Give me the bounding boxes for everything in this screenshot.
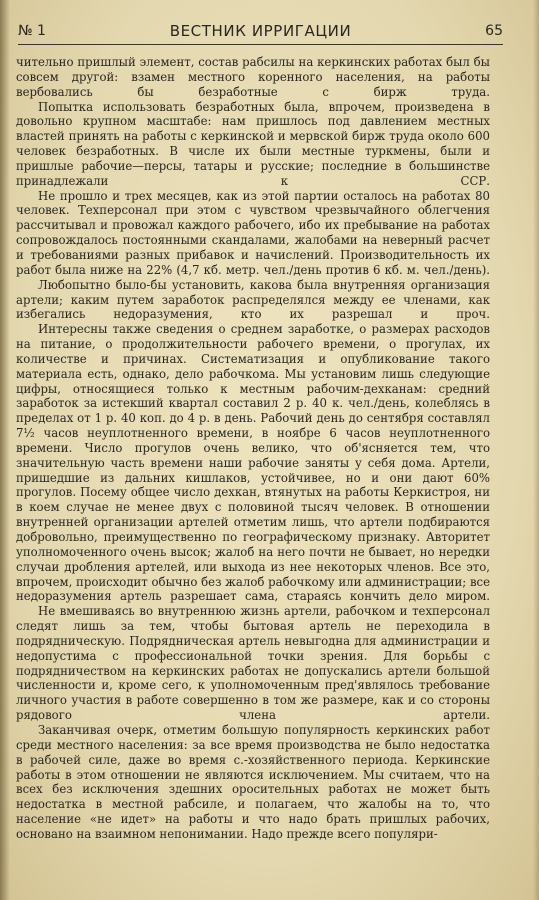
journal-title: ВЕСТНИК ИРРИГАЦИИ: [169, 22, 352, 40]
paragraph-5: Интересны также сведения о среднем заработке, о размерах расходов на питание, о продолжительности рабочего времени, о прогулах, их количестве и причинах. Систематизация и опубликование такого материала есть, однако, дело рабочкома. Мы установим лишь следующие цифры, относящиеся только к местным рабочим-дехканам: средний заработок за истекший квартал составил 2 р. 40 к. чел./день, колеблясь в пределах от 1 р. 40 коп. до 4 р. в день. Рабочий день до сентября составлял 7½ часов неуплотненного времени, в ноябре 6 часов неуплотненного времени. Число прогулов очень велико, что об'ясняется тем, что значительную часть времени наши рабочие заняты у себя дома. Артели, пришедшие из дальних кишлаков, устойчивее, но и они дают 60% прогулов. Посему общее число дехкан, втянутых на работы Керкистроя, ни в коем случае не менее двух с половиной тысяч человек. В отношении внутренней организации артелей отметим лишь, что артели подбираются добровольно, преимущественно по географическому признаку. Авторитет уполномоченного очень высок; жалоб на него почти не бывает, но нередки случаи дробления артелей, или выхода из нее некоторых членов. Все это, впрочем, происходит обычно без жалоб рабочкому или администрации; все недоразумения артель разрешает сама, стараясь кончить дело миром.: [16, 322, 490, 604]
body-text: [16, 55, 490, 842]
paragraph-1: чительно пришлый элемент, состав рабсилы на керкинских работах был бы совсем другой: взамен местного коренного населения, на работы вербовались бы безработные с бирж труда.: [16, 55, 490, 99]
running-header: [18, 22, 503, 45]
paragraph-6: Не вмешиваясь во внутреннюю жизнь артели, рабочком и техперсонал следят лишь за тем, чтобы бытовая артель не переходила в подрядническую. Подрядническая артель невыгодна для администрации и недопустима с профессиональной точки зрения. Для борьбы с подрядничеством на керкинских работах не допускались артели большой численности и, кроме сего, к уполномоченным пред'являлось требование личного участия в работе совершенно в том же размере, как и со стороны рядового члена артели.: [16, 604, 490, 723]
paragraph-3: Не прошло и трех месяцев, как из этой партии осталось на работах 80 человек. Техперсонал при этом с чувством чрезвычайного облегчения рассчитывал и провожал каждого рабочего, ибо их пребывание на работах сопровождалось постоянными скандалами, жалобами на неверный расчет и требованиями разных прибавок и начислений. Производительность их работ была ниже на 22% (4,7 кб. метр. чел./день против 6 кб. м. чел./день).: [16, 188, 490, 277]
paragraph-7: Заканчивая очерк, отметим большую популярность керкинских работ среди местного населения: за все время производства не было недостатка в рабочей силе, даже во время с.-хозяйственного периода. Керкинские работы в этом отношении не являются исключением. Мы считаем, что на всех без исключения здешних оросительных работах не может быть недостатка в местной рабсиле, и полагаем, что жалобы на то, что население «не идет» на работы и что надо брать пришлых рабочих, основано на взаимном непонимании. Надо прежде всего популяри-: [16, 722, 490, 841]
issue-number: № 1: [18, 23, 46, 39]
paragraph-2: Попытка использовать безработных была, впрочем, произведена в довольно крупном масштабе: нам пришлось под давлением местных властей принять на работы с керкинской и мервской бирж труда около 600 человек безработных. В числе их были местные туркмены, были и пришлые рабочие—персы, татары и русские; последние в большинстве принадлежали к ССР.: [16, 99, 490, 188]
page-number: 65: [485, 23, 503, 39]
paragraph-4: Любопытно было-бы установить, какова была внутренняя организация артели; каким путем заработок распределялся между ее членами, как избегались недоразумения, кто их разрешал и проч.: [16, 277, 490, 322]
